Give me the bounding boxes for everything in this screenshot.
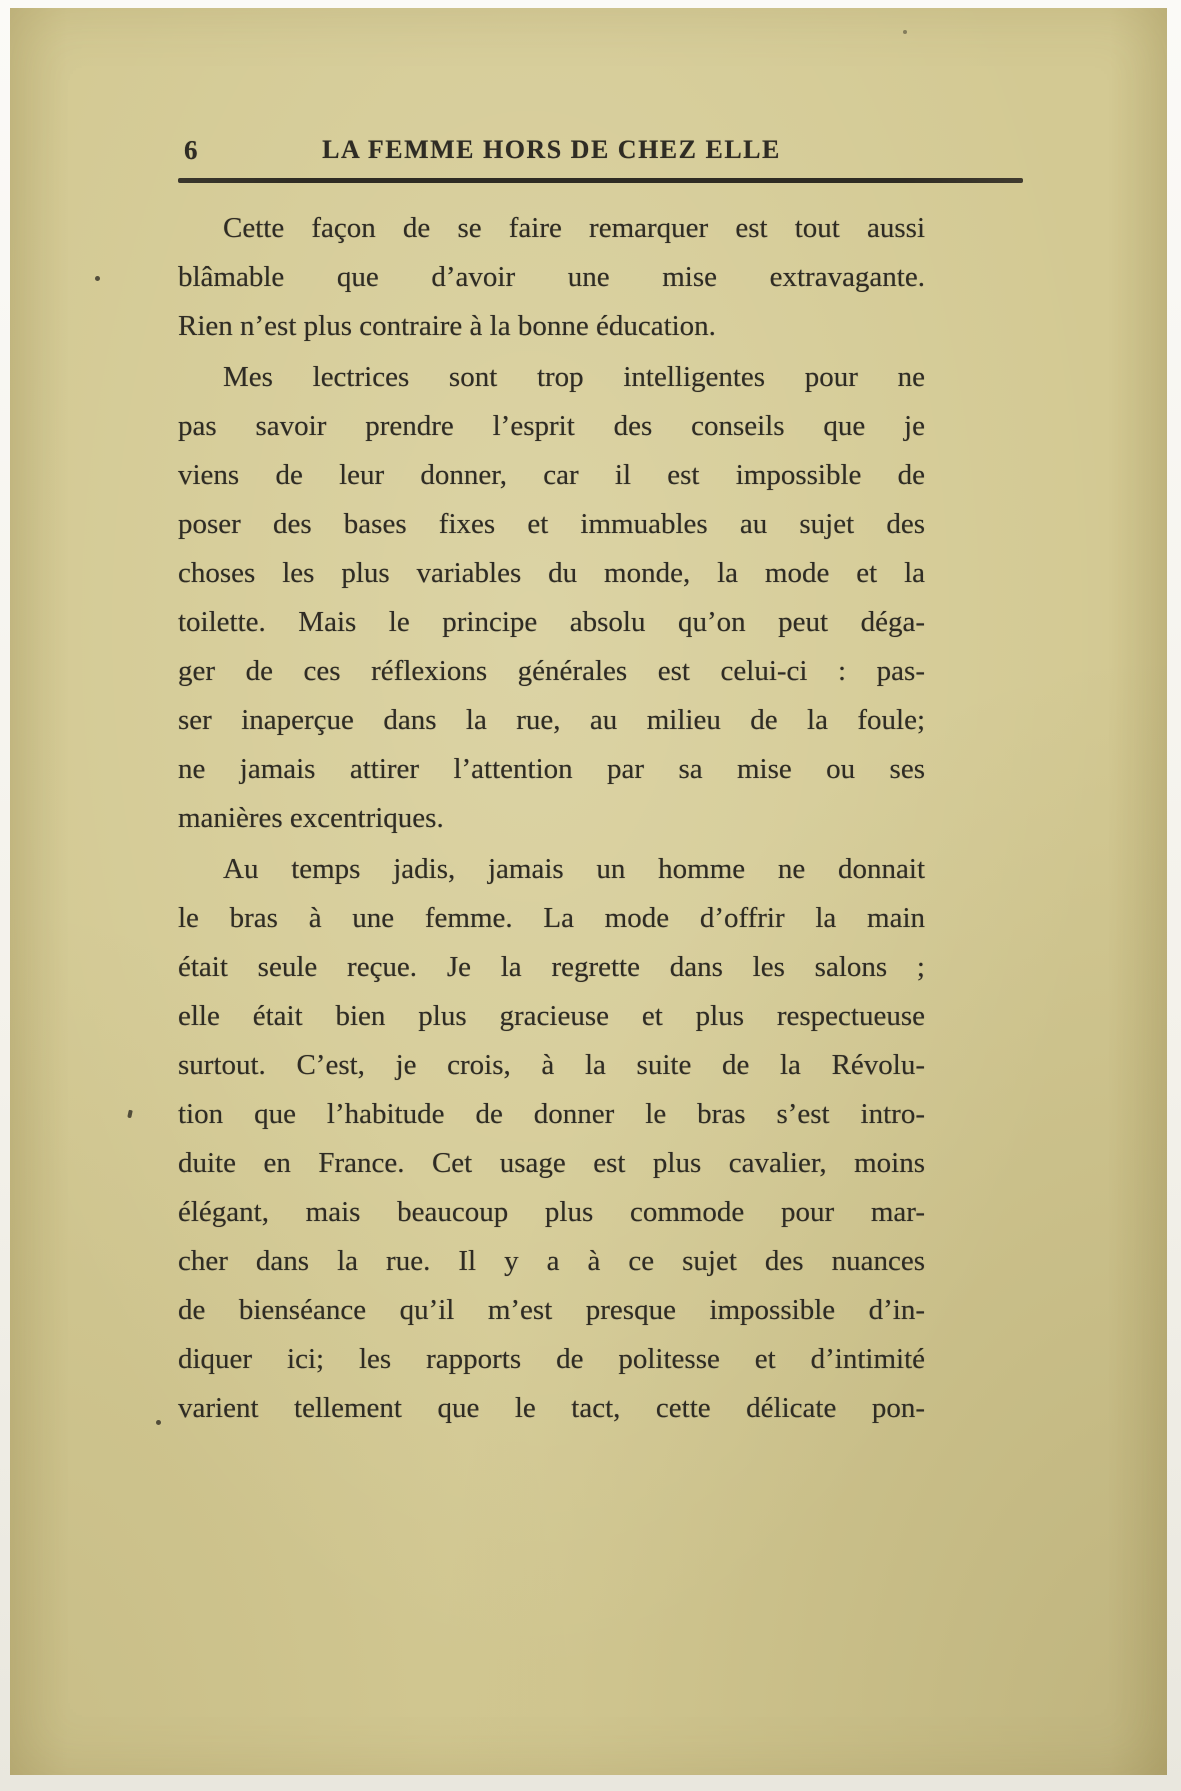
running-title: LA FEMME HORS DE CHEZ ELLE <box>322 135 781 164</box>
scan-speck <box>95 276 100 281</box>
text-line: surtout. C’est, je crois, à la suite de la Révolu- <box>178 1049 925 1081</box>
text-line: élégant, mais beaucoup plus commode pour mar- <box>178 1196 925 1228</box>
text-line: toilette. Mais le principe absolu qu’on peut déga- <box>178 606 925 638</box>
scan-speck <box>127 1110 133 1119</box>
text-line: varient tellement que le tact, cette délicate pon- <box>178 1392 925 1424</box>
page-content <box>178 128 925 1435</box>
body-text <box>178 204 925 1433</box>
running-header <box>178 128 925 172</box>
text-line: Cette façon de se faire remarquer est tout aussi <box>223 212 925 244</box>
text-line: manières excentriques. <box>178 802 444 834</box>
text-line: tion que l’habitude de donner le bras s’est intro- <box>178 1098 925 1130</box>
text-line: Au temps jadis, jamais un homme ne donnait <box>223 853 925 885</box>
paragraph <box>178 845 925 1433</box>
text-line: le bras à une femme. La mode d’offrir la main <box>178 902 925 934</box>
text-line: était seule reçue. Je la regrette dans les salons ; <box>178 951 925 983</box>
text-line: viens de leur donner, car il est impossible de <box>178 459 925 491</box>
page-number: 6 <box>184 135 198 165</box>
header-rule <box>178 178 1023 183</box>
text-line: blâmable que d’avoir une mise extravagante. <box>178 261 925 293</box>
text-line: duite en France. Cet usage est plus cavalier, moins <box>178 1147 925 1179</box>
page-paper <box>10 8 1167 1775</box>
text-line: elle était bien plus gracieuse et plus respectueuse <box>178 1000 925 1032</box>
text-line: ger de ces réflexions générales est celui-ci : pas- <box>178 655 925 687</box>
text-line: cher dans la rue. Il y a à ce sujet des nuances <box>178 1245 925 1277</box>
text-line: choses les plus variables du monde, la mode et la <box>178 557 925 589</box>
text-line: de bienséance qu’il m’est presque impossible d’in- <box>178 1294 925 1326</box>
paragraph <box>178 353 925 843</box>
text-line: poser des bases fixes et immuables au sujet des <box>178 508 925 540</box>
scan-speck <box>903 30 907 34</box>
text-line: ne jamais attirer l’attention par sa mise ou ses <box>178 753 925 785</box>
text-line: pas savoir prendre l’esprit des conseils que je <box>178 410 925 442</box>
text-line: ser inaperçue dans la rue, au milieu de la foule; <box>178 704 925 736</box>
text-line: diquer ici; les rapports de politesse et d’intimité <box>178 1343 925 1375</box>
text-line: Rien n’est plus contraire à la bonne éducation. <box>178 310 716 342</box>
text-line: Mes lectrices sont trop intelligentes pour ne <box>223 361 925 393</box>
scan-speck <box>156 1420 161 1425</box>
paragraph <box>178 204 925 351</box>
